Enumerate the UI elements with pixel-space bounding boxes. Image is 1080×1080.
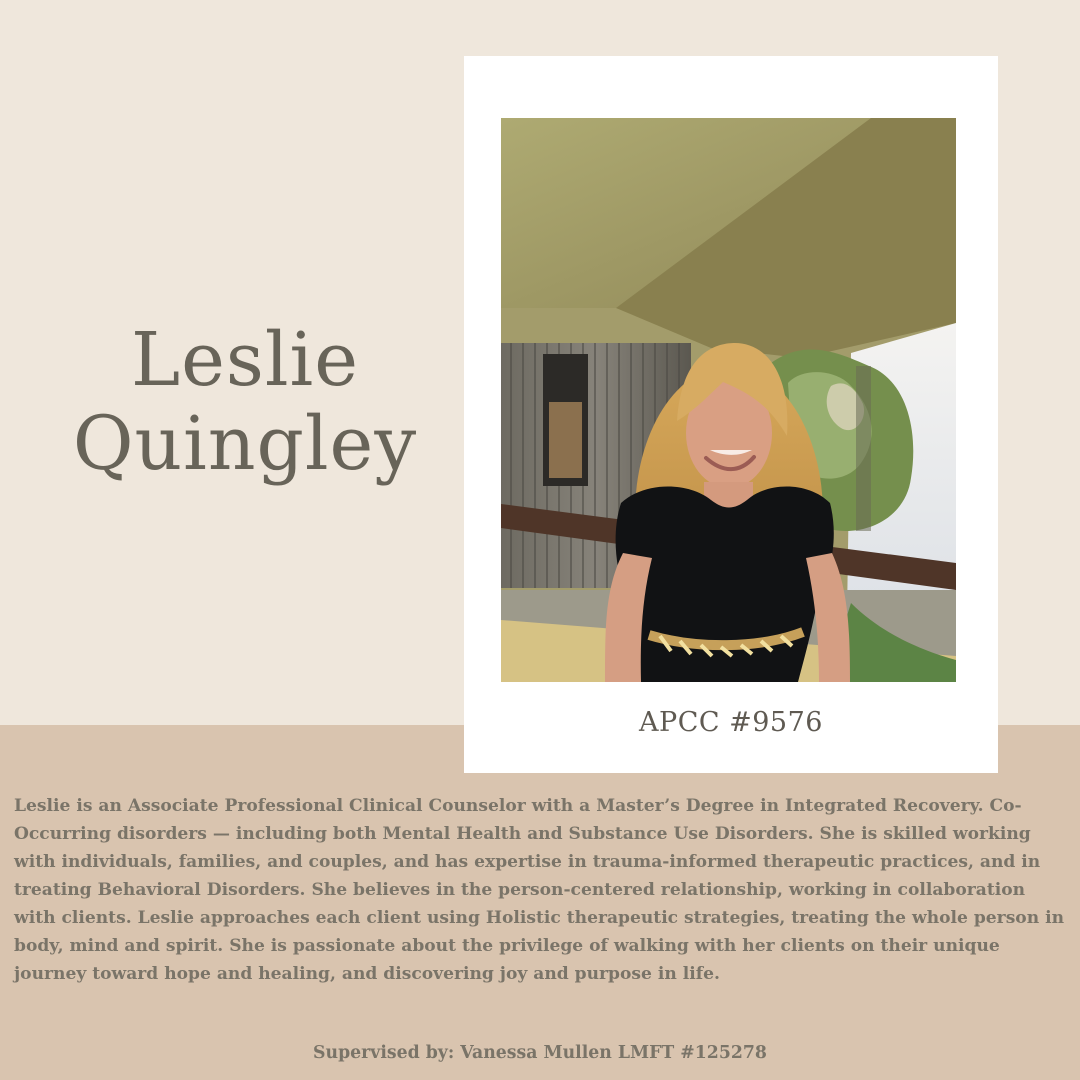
name-title (40, 318, 450, 486)
last-name: Quingley (72, 401, 418, 487)
portrait-photo (501, 118, 956, 682)
credential-label: APCC #9576 (639, 707, 823, 738)
bio-paragraph: Leslie is an Associate Professional Clinical Counselor with a Master’s Degree in Integrated Recovery. Co-Occurring disorders — including both Mental Health and Substance Use Disorders. She is skilled working with individuals, families, and couples, and has expertise in trauma-informed therapeutic practices, and in treating Behavioral Disorders. She believes in the person-centered relationship, working in collaboration with clients. Leslie approaches each client using Holistic therapeutic strategies, treating the whole person in body, mind and spirit. She is passionate about the privilege of walking with her clients on their unique journey toward hope and healing, and discovering joy and purpose in life. (14, 796, 1065, 984)
portrait-illustration (501, 118, 956, 682)
supervisor-line: Supervised by: Vanessa Mullen LMFT #125278 (313, 1043, 767, 1063)
first-name: Leslie (130, 317, 360, 403)
photo-card (464, 56, 998, 773)
